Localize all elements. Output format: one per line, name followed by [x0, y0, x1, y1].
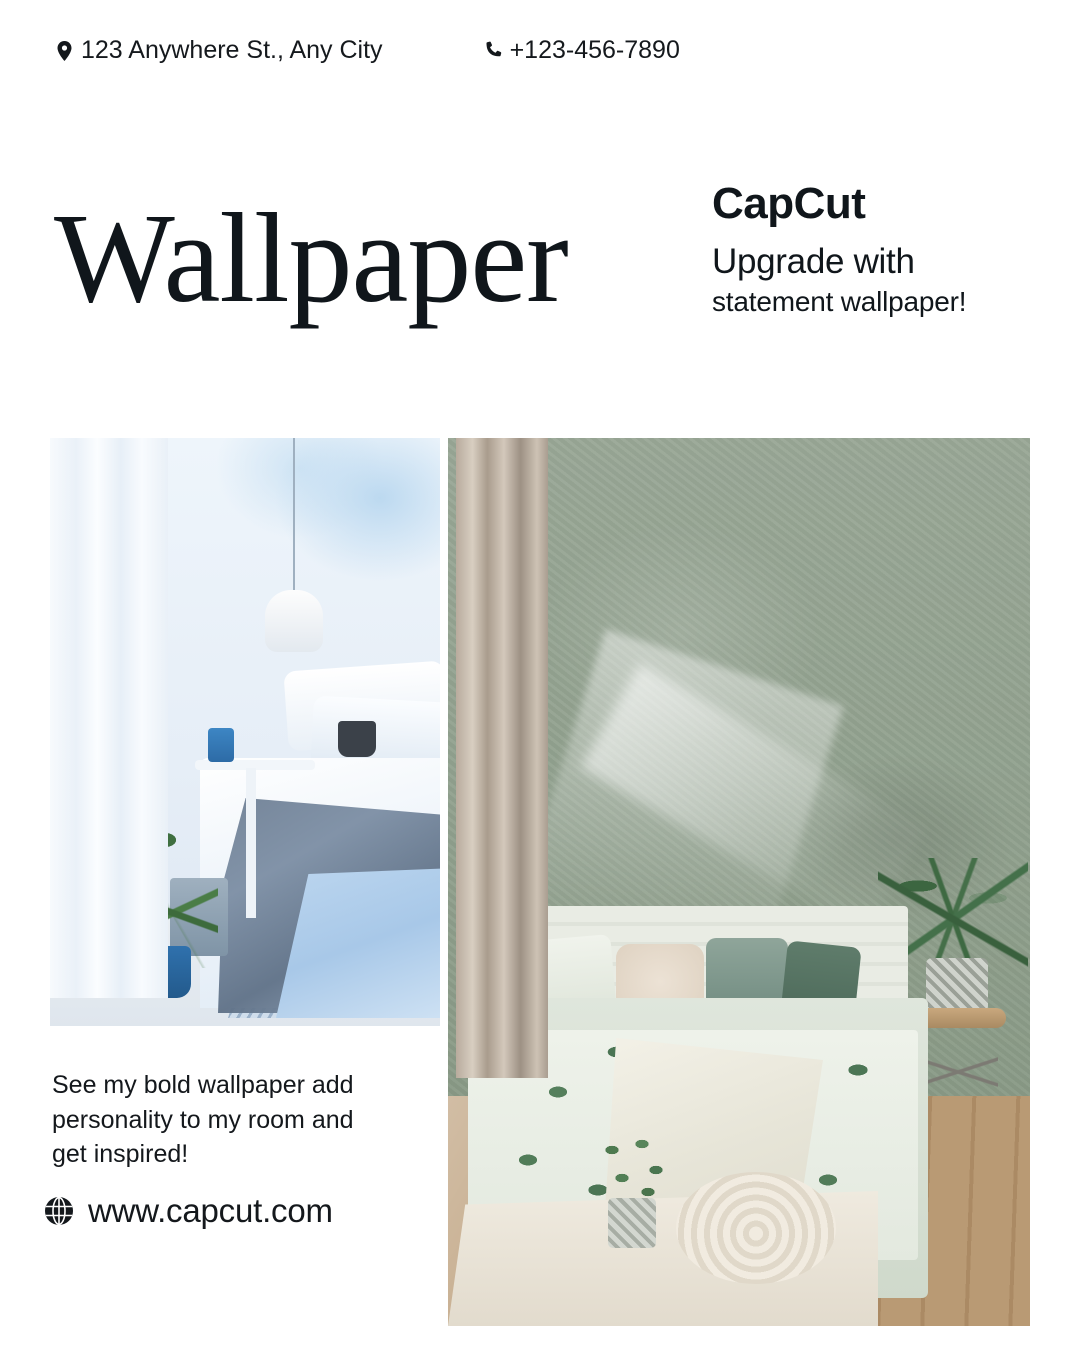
right-photo-knitted-pouf	[676, 1172, 836, 1284]
address-item	[54, 36, 383, 65]
left-photo-mug	[338, 721, 376, 757]
left-photo-curtain	[50, 438, 168, 998]
contact-bar	[54, 36, 1026, 65]
left-photo-blue-vase	[208, 728, 234, 762]
right-photo-small-pot	[608, 1198, 656, 1248]
blue-white-bedroom-photo	[50, 438, 440, 1026]
tagline-line-1: Upgrade with	[712, 242, 915, 282]
left-photo-pendant-lamp	[265, 590, 323, 652]
headline-block	[54, 180, 1030, 380]
right-photo-planter-basket	[926, 958, 988, 1012]
website-text: www.capcut.com	[88, 1192, 333, 1229]
globe-icon	[44, 1196, 74, 1226]
right-photo-stool-legs	[918, 1024, 998, 1120]
right-photo-small-plant	[596, 1134, 672, 1208]
caption-text: See my bold wallpaper add personality to my room and get inspired!	[52, 1071, 354, 1168]
brand-name: CapCut	[712, 179, 866, 228]
phone-icon	[483, 38, 503, 64]
left-photo-lamp-cord	[293, 438, 295, 593]
green-plaster-bedroom-photo	[448, 438, 1030, 1326]
left-photo-side-table-leg	[246, 768, 256, 918]
website-link[interactable]	[44, 1192, 333, 1230]
tagline-line-2: statement wallpaper!	[712, 285, 967, 317]
location-pin-icon	[54, 38, 74, 64]
brand-block	[712, 180, 1030, 318]
page-title: Wallpaper	[54, 187, 568, 329]
right-photo-curtain	[456, 438, 548, 1078]
phone-text: +123-456-7890	[509, 36, 680, 64]
phone-item	[483, 36, 680, 65]
address-text: 123 Anywhere St., Any City	[81, 36, 383, 64]
